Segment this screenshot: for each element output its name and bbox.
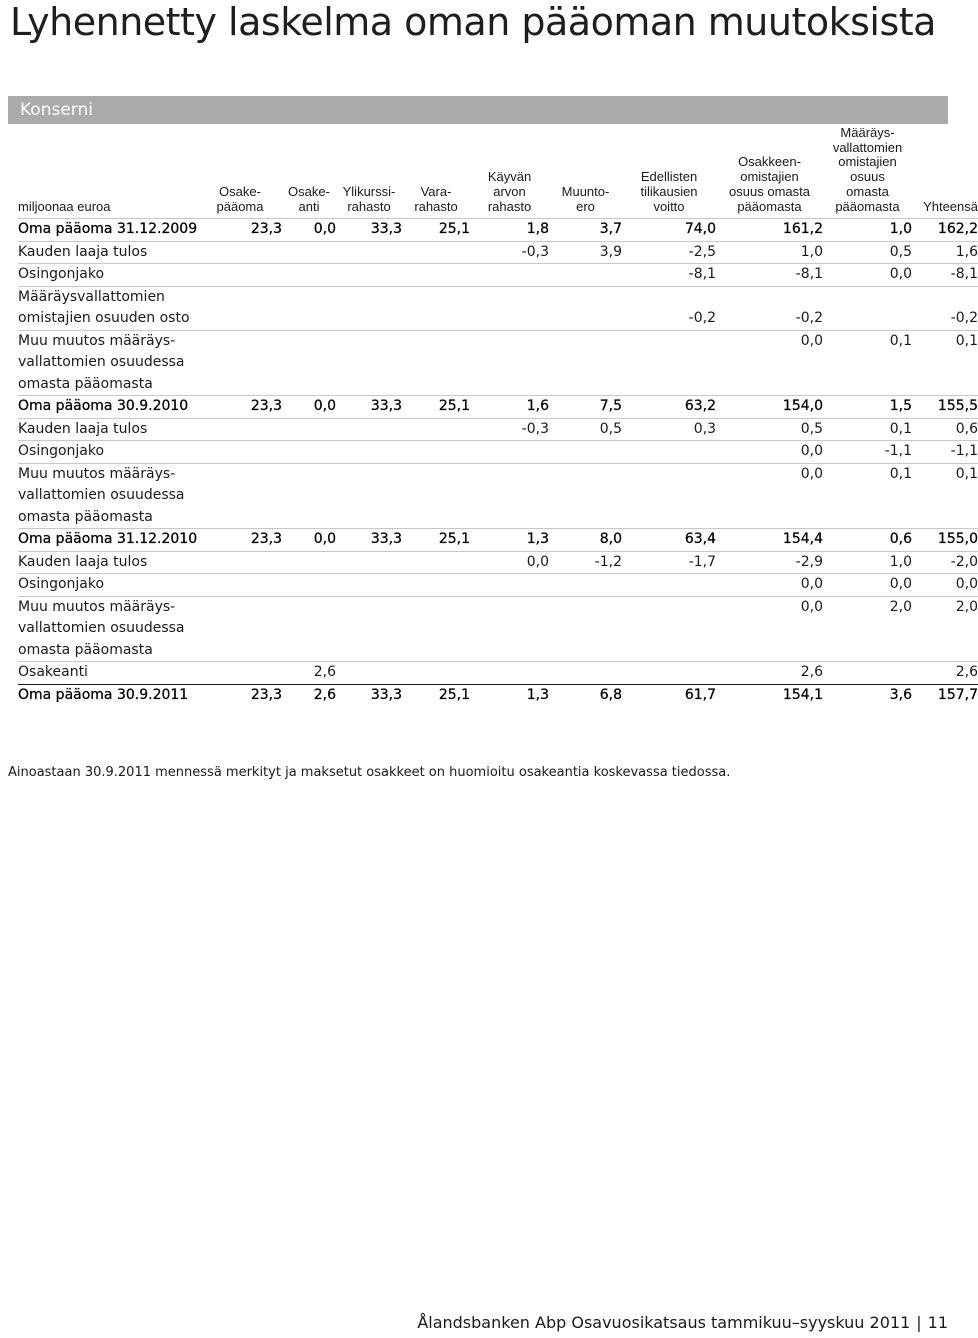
table-cell xyxy=(549,574,622,597)
table-cell xyxy=(402,463,470,529)
table-cell: -0,2 xyxy=(716,286,823,330)
table-cell: 161,2 xyxy=(716,219,823,242)
table-row xyxy=(18,241,978,264)
row-label: Osakeanti xyxy=(18,662,198,685)
table-cell xyxy=(336,441,402,464)
table-cell xyxy=(549,286,622,330)
row-label: Osingonjako xyxy=(18,264,198,287)
table-cell xyxy=(198,441,282,464)
table-cell xyxy=(198,551,282,574)
table-cell: -0,2 xyxy=(622,286,716,330)
table-cell xyxy=(402,441,470,464)
table-cell: -8,1 xyxy=(912,264,978,287)
table-cell xyxy=(549,330,622,396)
table-cell: 6,8 xyxy=(549,684,622,706)
table-cell: 63,2 xyxy=(622,396,716,419)
table-cell xyxy=(823,662,912,685)
table-cell xyxy=(282,286,336,330)
table-cell: -1,2 xyxy=(549,551,622,574)
table-cell xyxy=(282,241,336,264)
table-cell xyxy=(198,241,282,264)
table-cell: 23,3 xyxy=(198,219,282,242)
table-cell: 0,1 xyxy=(823,418,912,441)
table-cell: 2,6 xyxy=(282,662,336,685)
row-label: Osingonjako xyxy=(18,441,198,464)
table-cell: 0,6 xyxy=(823,529,912,552)
table-cell: 61,7 xyxy=(622,684,716,706)
table-cell xyxy=(402,574,470,597)
table-row xyxy=(18,574,978,597)
row-label: Osingonjako xyxy=(18,574,198,597)
table-row-balance xyxy=(18,684,978,706)
table-cell xyxy=(470,441,549,464)
table-cell xyxy=(402,264,470,287)
row-label: Oma pääoma 30.9.2011 xyxy=(18,684,198,706)
table-cell xyxy=(282,264,336,287)
table-row xyxy=(18,330,978,396)
table-cell xyxy=(336,418,402,441)
table-cell: 0,1 xyxy=(823,330,912,396)
table-cell: 25,1 xyxy=(402,529,470,552)
table-cell xyxy=(549,596,622,662)
table-cell: -8,1 xyxy=(716,264,823,287)
table-cell: 0,1 xyxy=(823,463,912,529)
table-row xyxy=(18,264,978,287)
table-cell: 1,0 xyxy=(823,551,912,574)
row-label: Muu muutos määräys- vallattomien osuudessa omasta pääomasta xyxy=(18,596,198,662)
row-label-header: miljoonaa euroa xyxy=(18,198,111,214)
table-cell: 0,5 xyxy=(823,241,912,264)
footer-separator: | xyxy=(916,1313,922,1332)
table-cell xyxy=(622,574,716,597)
table-cell: 25,1 xyxy=(402,684,470,706)
row-label: Määräysvallattomien omistajien osuuden osto xyxy=(18,286,198,330)
table-cell: 0,0 xyxy=(716,441,823,464)
table-cell xyxy=(470,330,549,396)
col-header-muuntoero: Muunto- ero xyxy=(561,183,610,214)
col-header-vararahasto: Vara- rahasto xyxy=(414,183,458,214)
table-cell xyxy=(198,574,282,597)
row-label: Oma pääoma 31.12.2010 xyxy=(18,529,198,552)
table-cell xyxy=(402,330,470,396)
table-cell: 1,8 xyxy=(470,219,549,242)
table-cell xyxy=(336,286,402,330)
table-cell xyxy=(549,662,622,685)
table-cell: 0,0 xyxy=(716,596,823,662)
table-cell: 0,0 xyxy=(716,330,823,396)
table-cell: 33,3 xyxy=(336,396,402,419)
table-row xyxy=(18,418,978,441)
table-cell xyxy=(549,463,622,529)
table-cell: 154,4 xyxy=(716,529,823,552)
table-cell: 0,1 xyxy=(912,330,978,396)
table-row-balance xyxy=(18,396,978,419)
table-cell xyxy=(198,286,282,330)
table-cell: 0,3 xyxy=(622,418,716,441)
table-cell: 8,0 xyxy=(549,529,622,552)
table-cell: -2,9 xyxy=(716,551,823,574)
table-row-balance xyxy=(18,529,978,552)
table-cell: 2,0 xyxy=(912,596,978,662)
table-cell xyxy=(402,551,470,574)
table-cell xyxy=(198,418,282,441)
table-cell xyxy=(336,662,402,685)
table-cell xyxy=(470,463,549,529)
table-cell xyxy=(470,596,549,662)
table-cell: 2,6 xyxy=(716,662,823,685)
table-cell: 0,0 xyxy=(716,463,823,529)
table-cell: 1,0 xyxy=(823,219,912,242)
table-cell: 23,3 xyxy=(198,684,282,706)
table-cell: 2,0 xyxy=(823,596,912,662)
table-cell: 25,1 xyxy=(402,396,470,419)
table-cell: 74,0 xyxy=(622,219,716,242)
table-cell: 3,9 xyxy=(549,241,622,264)
row-label: Oma pääoma 31.12.2009 xyxy=(18,219,198,242)
table-cell: 7,5 xyxy=(549,396,622,419)
table-cell: 3,6 xyxy=(823,684,912,706)
table-cell: 0,0 xyxy=(282,396,336,419)
footer-text: Ålandsbanken Abp Osavuosikatsaus tammikuu–syyskuu 2011 xyxy=(417,1313,911,1332)
table-cell: -0,2 xyxy=(912,286,978,330)
table-cell xyxy=(282,574,336,597)
table-cell: 1,6 xyxy=(912,241,978,264)
page-number: 11 xyxy=(927,1313,948,1332)
table-row xyxy=(18,286,978,330)
table-cell xyxy=(402,241,470,264)
table-cell xyxy=(622,662,716,685)
page-footer xyxy=(417,1313,948,1332)
table-body xyxy=(18,219,978,707)
section-label: Konserni xyxy=(20,100,93,120)
row-label: Kauden laaja tulos xyxy=(18,551,198,574)
page-title: Lyhennetty laskelma oman pääoman muutoksista xyxy=(10,0,936,44)
table-cell: -2,5 xyxy=(622,241,716,264)
table-cell: 154,1 xyxy=(716,684,823,706)
table-cell xyxy=(336,551,402,574)
table-cell: 33,3 xyxy=(336,529,402,552)
table-cell xyxy=(282,596,336,662)
table-cell xyxy=(402,418,470,441)
table-cell: 0,0 xyxy=(716,574,823,597)
table-cell xyxy=(622,463,716,529)
table-cell xyxy=(402,662,470,685)
table-cell: -1,1 xyxy=(912,441,978,464)
table-cell: 25,1 xyxy=(402,219,470,242)
row-label: Muu muutos määräys- vallattomien osuudessa omasta pääomasta xyxy=(18,330,198,396)
table-cell: 1,6 xyxy=(470,396,549,419)
table-cell: 33,3 xyxy=(336,684,402,706)
table-cell xyxy=(198,463,282,529)
table-cell xyxy=(282,330,336,396)
table-cell xyxy=(622,330,716,396)
table-cell: 155,5 xyxy=(912,396,978,419)
table-cell xyxy=(823,286,912,330)
table-row-balance xyxy=(18,219,978,242)
table-cell: 1,5 xyxy=(823,396,912,419)
table-cell: -2,0 xyxy=(912,551,978,574)
table-cell: 0,5 xyxy=(716,418,823,441)
table-header-row xyxy=(18,126,978,219)
footnote: Ainoastaan 30.9.2011 mennessä merkityt ja maksetut osakkeet on huomioitu osakeantia koskevassa tiedossa. xyxy=(8,765,731,780)
table-cell: 154,0 xyxy=(716,396,823,419)
table-cell: 0,6 xyxy=(912,418,978,441)
table-cell xyxy=(622,596,716,662)
table-cell: 23,3 xyxy=(198,396,282,419)
equity-changes-table xyxy=(18,126,978,706)
table-cell: 3,7 xyxy=(549,219,622,242)
table-cell: 0,1 xyxy=(912,463,978,529)
col-header-osakepaaoma: Osake- pääoma xyxy=(216,183,264,214)
table-cell xyxy=(549,441,622,464)
table-row xyxy=(18,463,978,529)
table-cell: -8,1 xyxy=(622,264,716,287)
table-cell: 0,5 xyxy=(549,418,622,441)
table-cell: 0,0 xyxy=(823,264,912,287)
table-cell xyxy=(622,441,716,464)
table-cell xyxy=(198,264,282,287)
table-cell xyxy=(282,463,336,529)
table-row xyxy=(18,596,978,662)
table-cell xyxy=(282,441,336,464)
table-cell xyxy=(402,596,470,662)
section-header-konserni xyxy=(8,96,948,124)
table-cell: 2,6 xyxy=(912,662,978,685)
table-cell: 157,7 xyxy=(912,684,978,706)
row-label: Muu muutos määräys- vallattomien osuudessa omasta pääomasta xyxy=(18,463,198,529)
col-header-ylikurssirahasto: Ylikurssi- rahasto xyxy=(342,183,396,214)
table-cell: 155,0 xyxy=(912,529,978,552)
table-cell xyxy=(470,286,549,330)
table-cell xyxy=(198,330,282,396)
table-row xyxy=(18,441,978,464)
table-cell: 23,3 xyxy=(198,529,282,552)
col-header-edellisten-tilikausien-voitto: Edellisten tilikausien voitto xyxy=(640,169,698,214)
row-label: Oma pääoma 30.9.2010 xyxy=(18,396,198,419)
col-header-osakkeenomistajien-osuus: Osakkeen- omistajien osuus omasta pääomasta xyxy=(729,154,810,214)
row-label: Kauden laaja tulos xyxy=(18,418,198,441)
table-cell xyxy=(336,330,402,396)
table-cell xyxy=(402,286,470,330)
table-cell: 0,0 xyxy=(470,551,549,574)
col-header-kayvan-arvon-rahasto: Käyvän arvon rahasto xyxy=(487,169,532,214)
table-cell: 63,4 xyxy=(622,529,716,552)
table-cell xyxy=(336,241,402,264)
table-cell xyxy=(282,551,336,574)
table-cell: 0,0 xyxy=(912,574,978,597)
table-cell xyxy=(470,574,549,597)
table-cell: 0,0 xyxy=(823,574,912,597)
table-cell xyxy=(336,574,402,597)
table-cell: -0,3 xyxy=(470,241,549,264)
table-cell xyxy=(549,264,622,287)
table-cell: -1,7 xyxy=(622,551,716,574)
table-cell: 0,0 xyxy=(282,529,336,552)
table-cell: 1,3 xyxy=(470,529,549,552)
row-label: Kauden laaja tulos xyxy=(18,241,198,264)
table-cell xyxy=(336,596,402,662)
table-cell xyxy=(470,662,549,685)
table-cell: 162,2 xyxy=(912,219,978,242)
table-cell xyxy=(336,264,402,287)
table-cell xyxy=(198,662,282,685)
table-cell: -1,1 xyxy=(823,441,912,464)
table-row xyxy=(18,662,978,685)
table-cell: 1,0 xyxy=(716,241,823,264)
table-cell xyxy=(336,463,402,529)
table-cell: -0,3 xyxy=(470,418,549,441)
table-row xyxy=(18,551,978,574)
col-header-osakeanti: Osake- anti xyxy=(288,183,330,214)
col-header-yhteensa: Yhteensä xyxy=(923,198,978,214)
table-cell xyxy=(282,418,336,441)
table-cell: 1,3 xyxy=(470,684,549,706)
table-cell: 33,3 xyxy=(336,219,402,242)
table-cell: 2,6 xyxy=(282,684,336,706)
table-cell: 0,0 xyxy=(282,219,336,242)
table-cell xyxy=(198,596,282,662)
col-header-maaraysvallattomien-osuus: Määräys- vallattomien omistajien osuus omasta pääomasta xyxy=(832,125,903,214)
table-cell xyxy=(470,264,549,287)
